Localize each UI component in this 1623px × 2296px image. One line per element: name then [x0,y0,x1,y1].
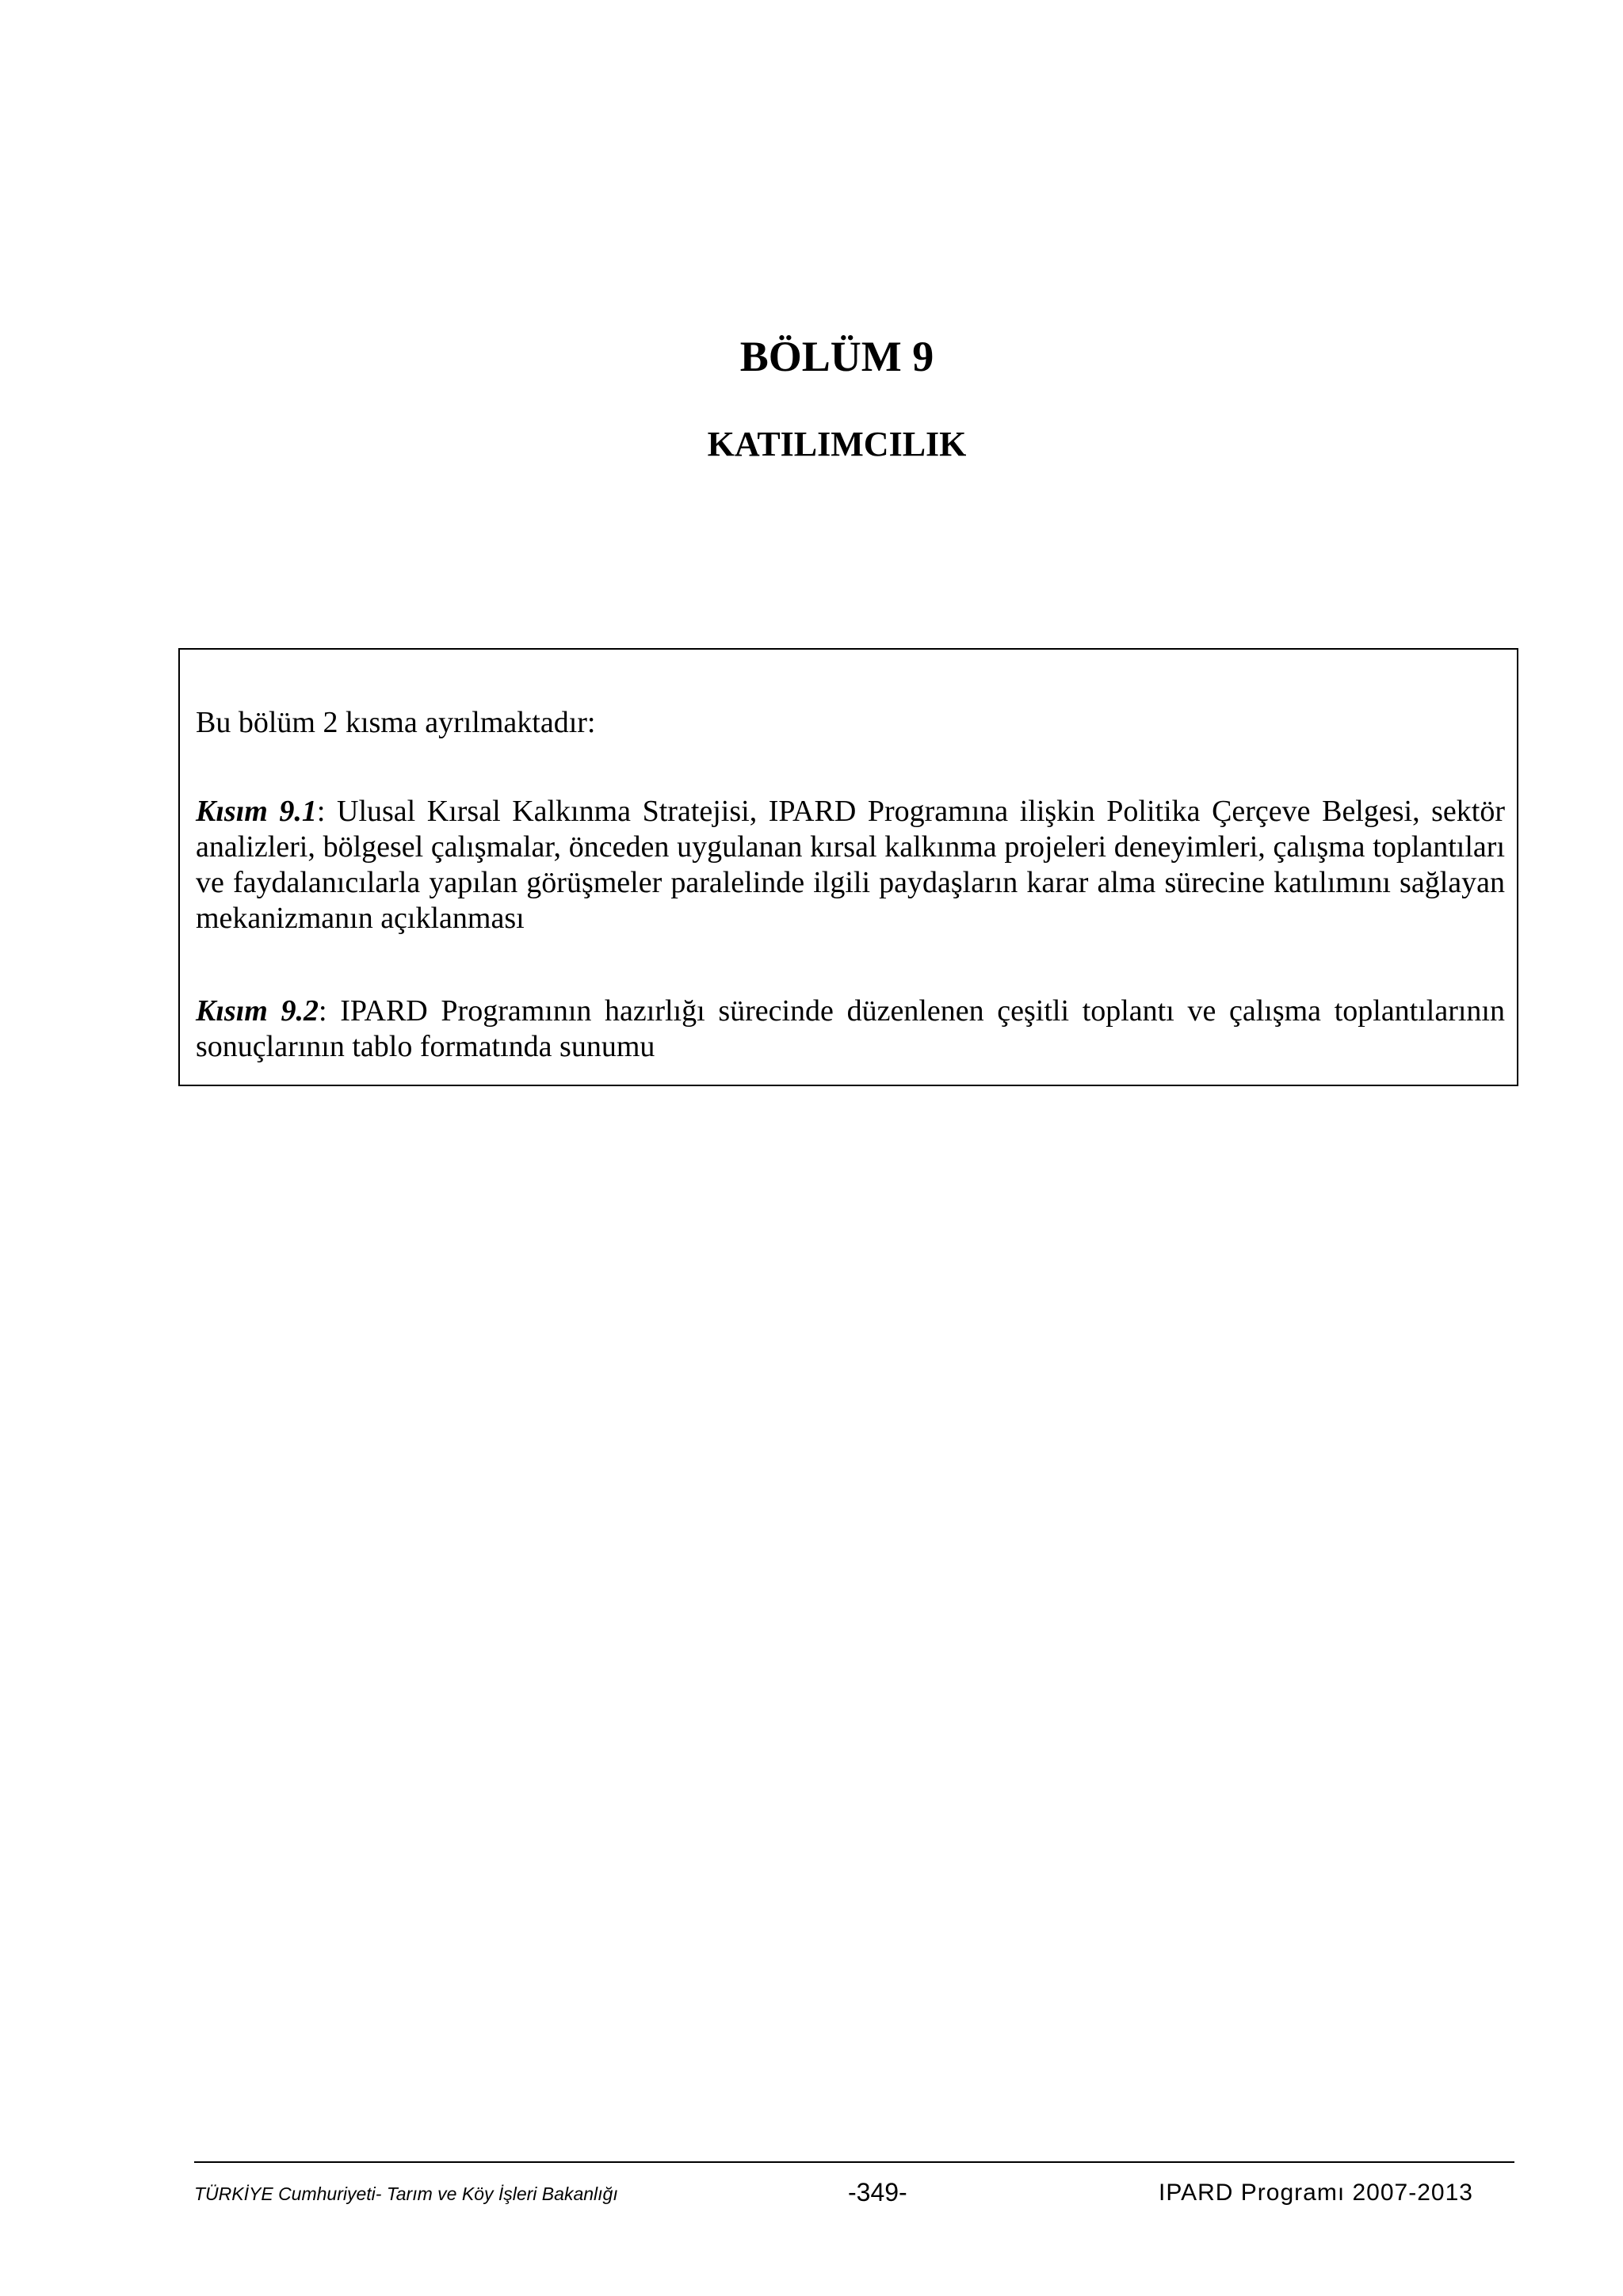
section-label: Kısım [196,795,268,828]
chapter-title: BÖLÜM 9 [739,333,934,380]
summary-intro: Bu bölüm 2 kısma ayrılmaktadır: [196,706,596,739]
section-description: Ulusal Kırsal Kalkınma Stratejisi, IPARD Programına ilişkin Politika Çerçeve Belgesi, sektör analizleri, bölgesel çalışmalar, önceden uygulanan kırsal kalkınma projeleri deneyimleri, çalışma toplantıları ve faydalanıcılarla yapılan görüşmeler paralelinde ilgili paydaşların karar alma sürecine katılımını sağlayan mekanizmanın açıklanması [196,795,1506,935]
section-label: Kısım [196,994,268,1028]
footer-program: IPARD Programı 2007-2013 [1159,2180,1473,2206]
footer-ministry: TÜRKİYE Cumhuriyeti- Tarım ve Köy İşleri Bakanlığı [194,2183,618,2204]
chapter-subtitle: KATILIMCILIK [707,425,967,463]
section-number: 9.2 [281,994,319,1028]
section-number: 9.1 [279,795,317,828]
section-separator: : [318,994,327,1028]
section-separator: : [316,795,326,828]
chapter-summary-box [178,648,1518,1086]
section-entry-9-2 [196,994,1505,1065]
section-description: IPARD Programının hazırlığı sürecinde düzenlenen çeşitli toplantı ve çalışma toplantılarının sonuçlarının tablo formatında sunumu [196,994,1505,1063]
section-entry-9-1 [196,794,1505,936]
page-number: -349- [848,2178,907,2206]
footer-divider [194,2161,1514,2163]
